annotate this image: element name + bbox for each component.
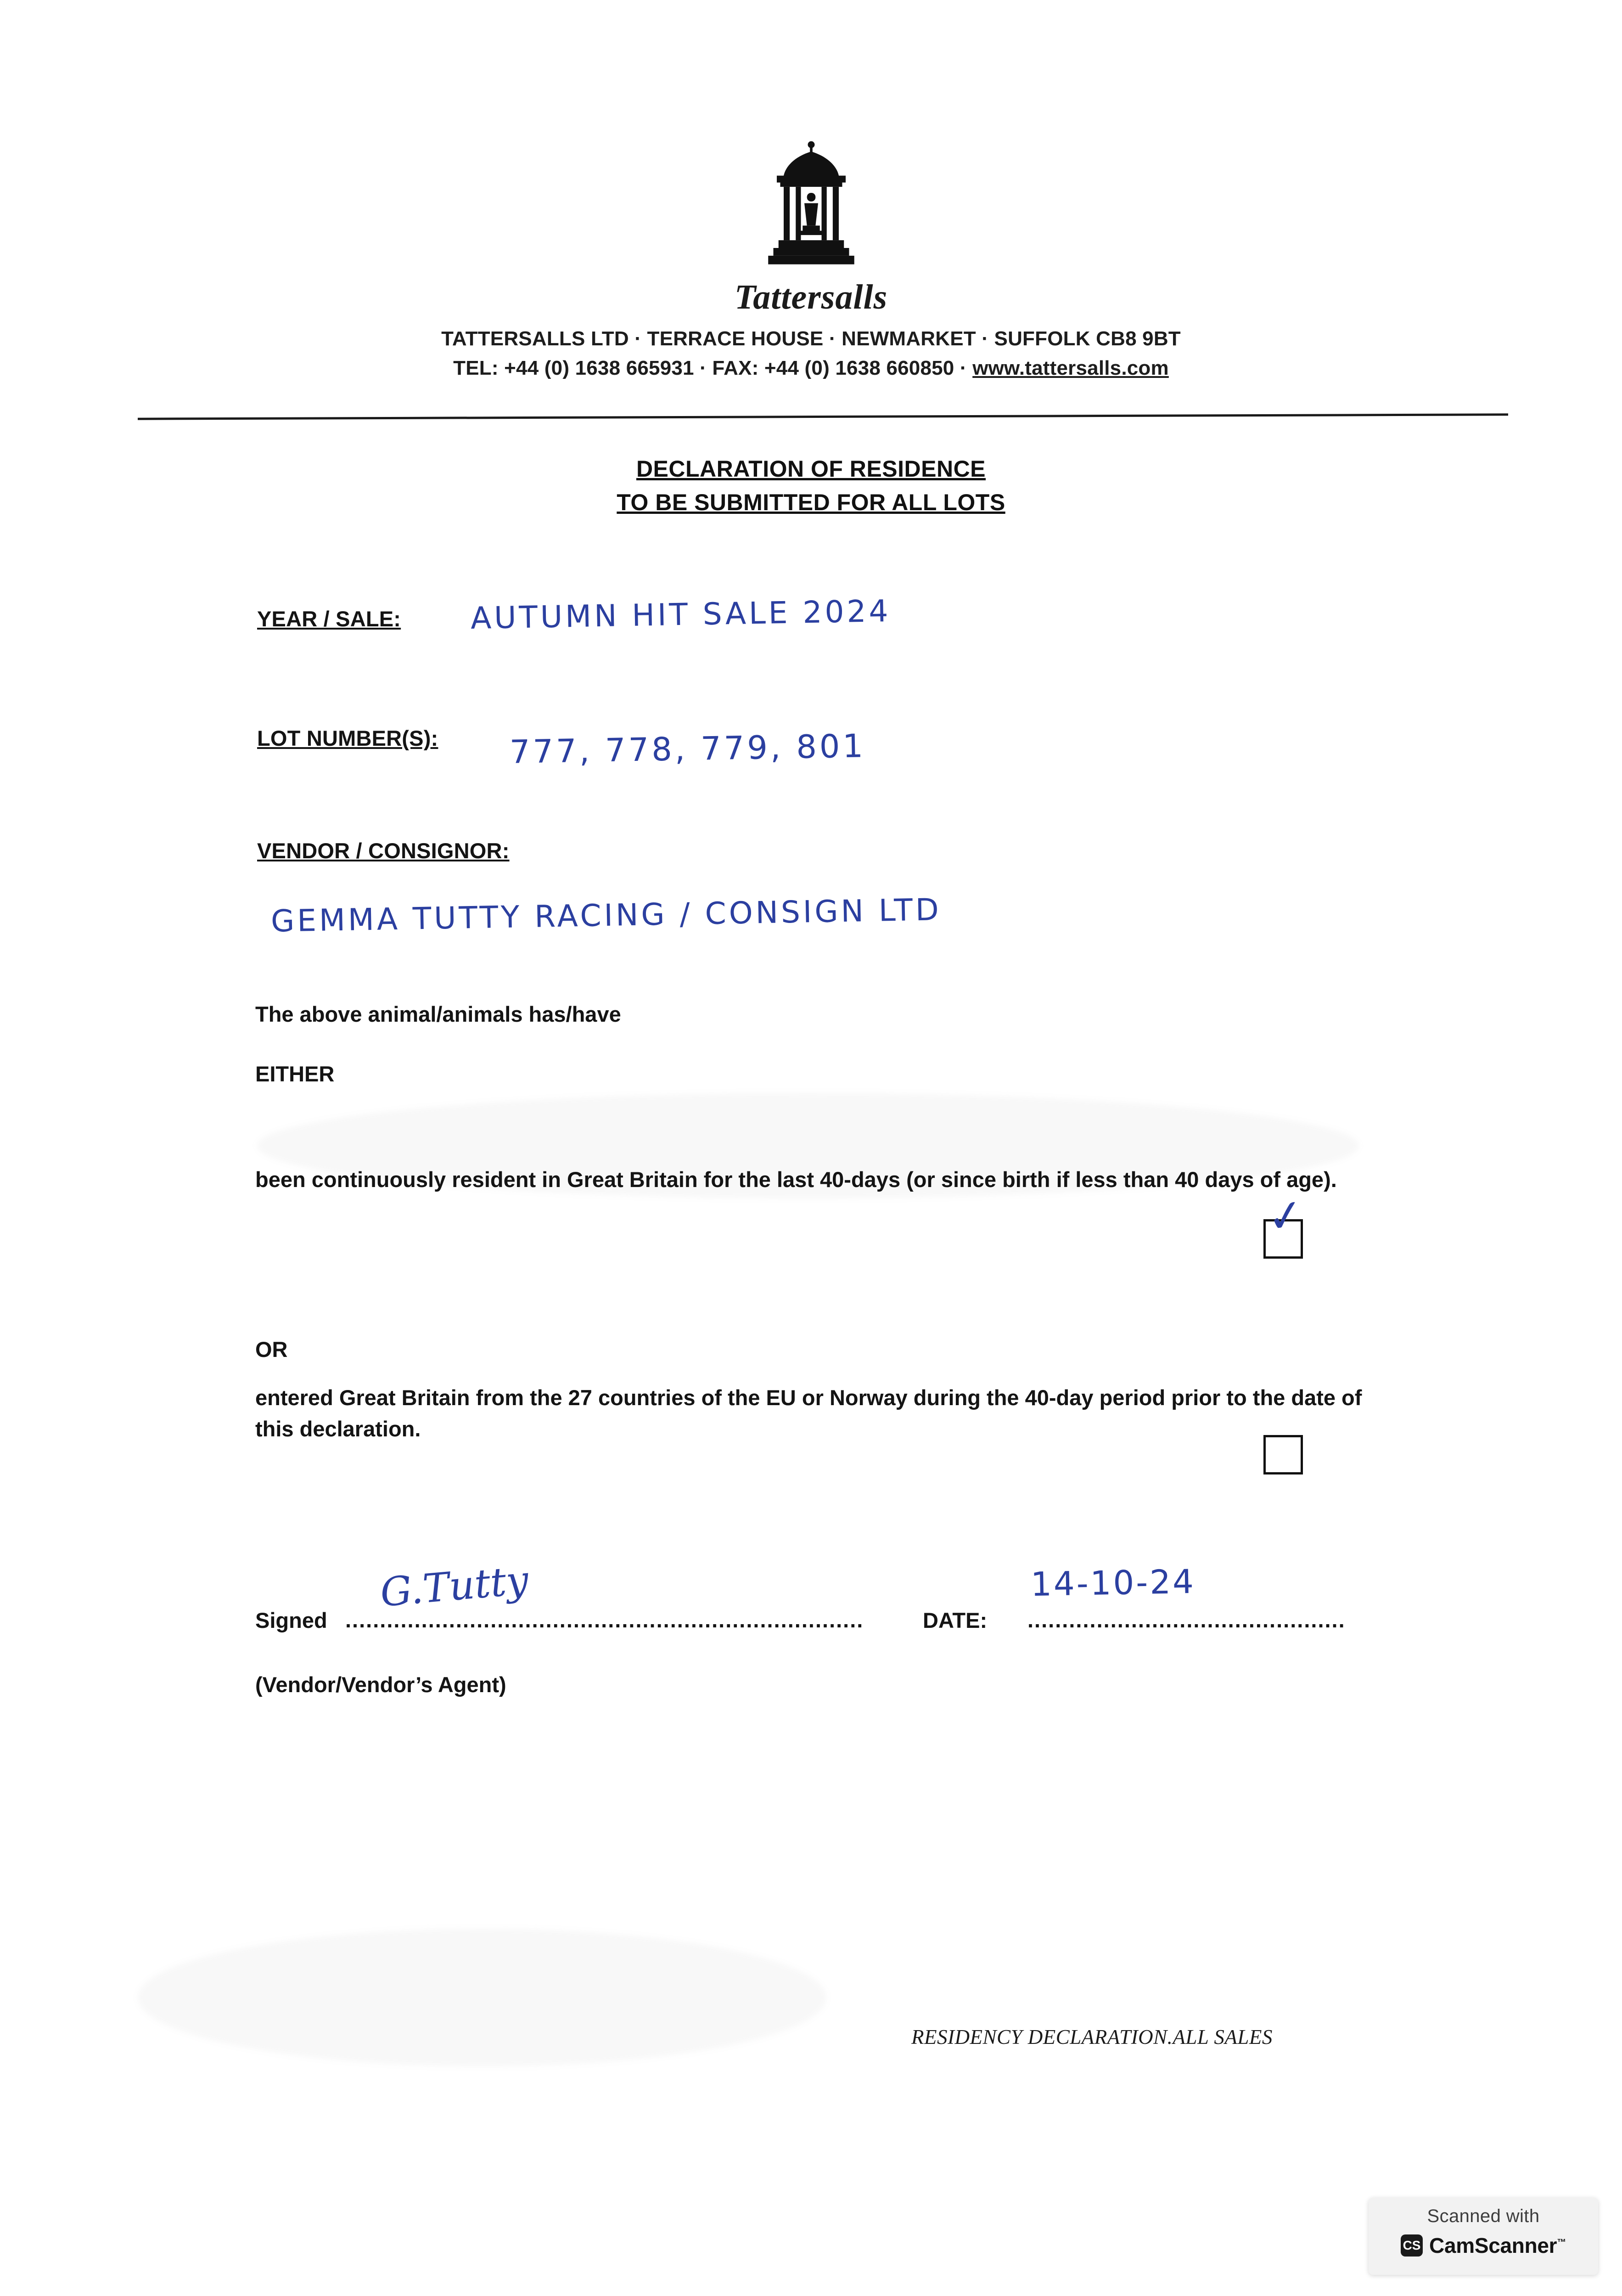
- date-dotted-line[interactable]: ..............................................: [1027, 1608, 1346, 1632]
- camscanner-watermark: [1369, 2198, 1598, 2275]
- year-sale-label: YEAR / SALE:: [257, 607, 401, 631]
- year-sale-value[interactable]: AUTUMN HIT SALE 2024: [470, 593, 892, 636]
- signed-dotted-line[interactable]: ...........................................................................: [345, 1608, 864, 1632]
- option-b-text: entered Great Britain from the 27 countries of the EU or Norway during the 40-day period prior to the date of this declaration.: [255, 1385, 1362, 1441]
- signature-value[interactable]: G.Tutty: [378, 1557, 531, 1616]
- date-value[interactable]: 14-10-24: [1030, 1562, 1196, 1604]
- or-label: OR: [255, 1337, 288, 1362]
- camscanner-app-name: CamScanner™: [1429, 2234, 1566, 2257]
- intro-text: The above animal/animals has/have: [255, 1002, 621, 1026]
- scanned-with-label: Scanned with: [1427, 2206, 1540, 2226]
- page-title-line1: DECLARATION OF RESIDENCE: [636, 456, 986, 482]
- signer-caption: (Vendor/Vendor’s Agent): [255, 1672, 506, 1697]
- camscanner-logo-icon: CS: [1401, 2234, 1423, 2257]
- camscanner-brand-row: [1369, 2233, 1598, 2258]
- lot-number-label: LOT NUMBER(S):: [257, 726, 438, 750]
- document-reference: RESIDENCY DECLARATION.ALL SALES: [911, 2026, 1273, 2048]
- trademark-symbol: ™: [1557, 2237, 1566, 2248]
- either-label: EITHER: [255, 1062, 335, 1086]
- date-label: DATE:: [923, 1608, 988, 1632]
- vendor-value[interactable]: GEMMA TUTTY RACING / CONSIGN LTD: [270, 892, 942, 939]
- option-a-check-mark: ✓: [1263, 1187, 1308, 1244]
- contact-phone-fax: TEL: +44 (0) 1638 665931 · FAX: +44 (0) 1638 660850 ·: [453, 357, 973, 379]
- option-a-text: been continuously resident in Great Britain for the last 40-days (or since birth if less than 40 days of age).: [255, 1167, 1337, 1192]
- website-link[interactable]: www.tattersalls.com: [972, 357, 1169, 379]
- lot-number-value[interactable]: 777, 778, 779, 801: [509, 727, 866, 771]
- page-title-line2: TO BE SUBMITTED FOR ALL LOTS: [617, 490, 1005, 515]
- signed-label: Signed: [255, 1608, 327, 1632]
- vendor-label: VENDOR / CONSIGNOR:: [257, 838, 510, 863]
- brand-wordmark: Tattersalls: [734, 278, 888, 316]
- company-address: TATTERSALLS LTD · TERRACE HOUSE · NEWMARKET · SUFFOLK CB8 9BT: [441, 327, 1181, 350]
- option-b-checkbox[interactable]: [1263, 1435, 1303, 1474]
